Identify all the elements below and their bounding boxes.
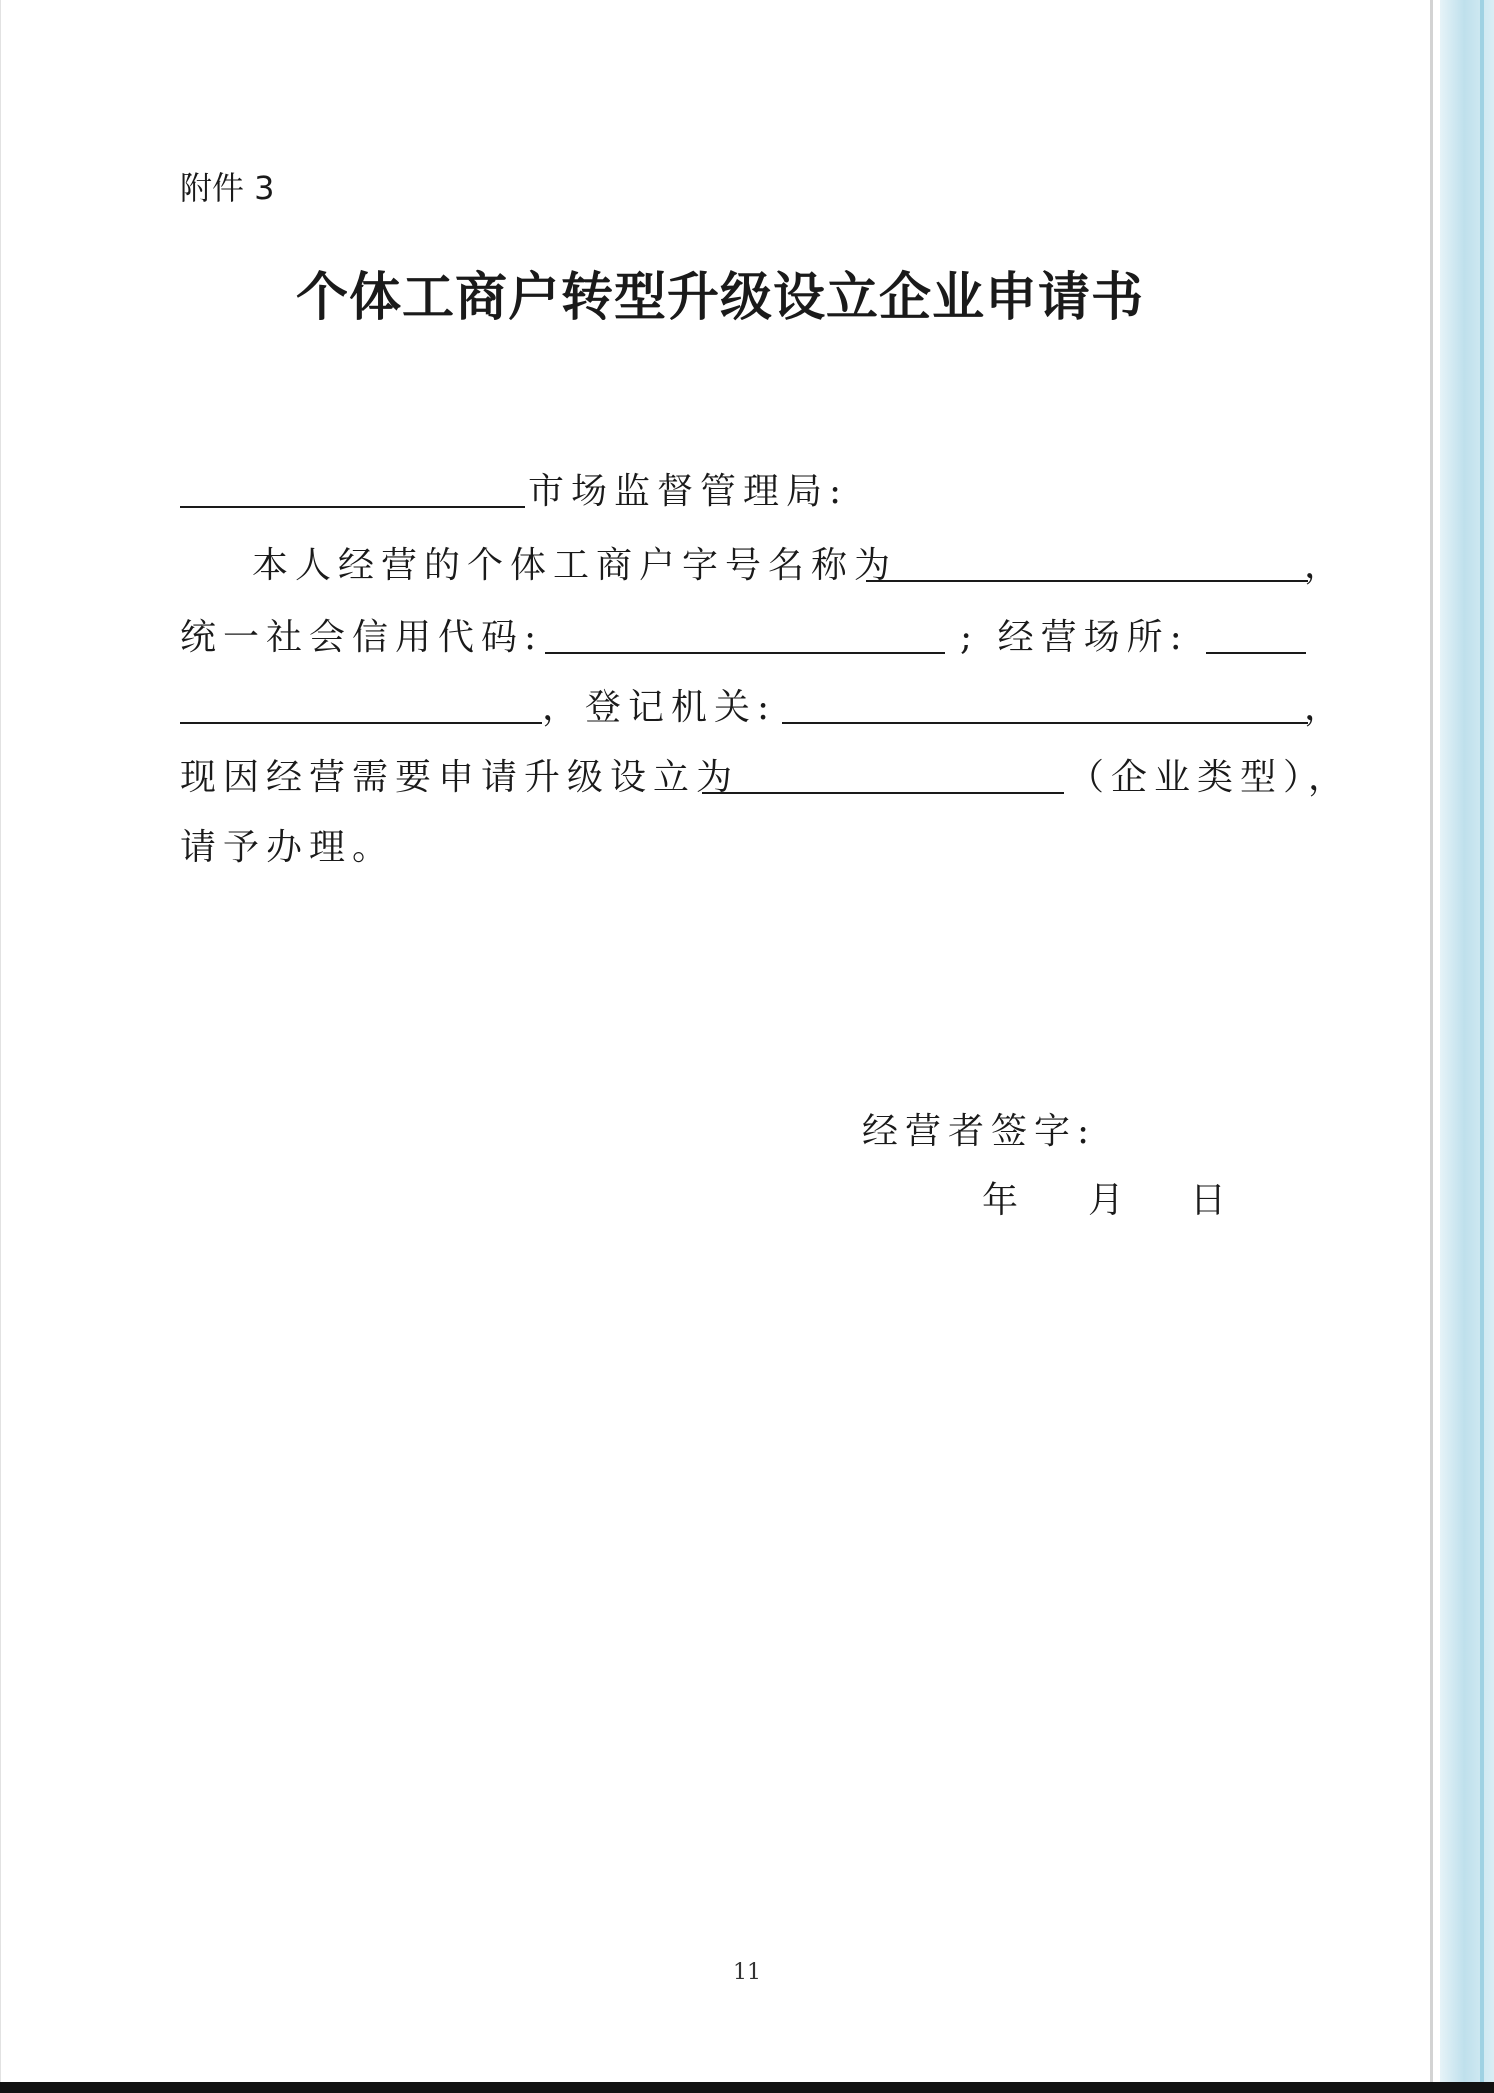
scan-edge-right-stripe (1480, 0, 1484, 2093)
page-title: 个体工商户转型升级设立企业申请书 (295, 267, 1144, 328)
addressee-label: 市场监督管理局: (528, 471, 849, 512)
business-name-label: 本人经营的个体工商户字号名称为 (252, 545, 898, 586)
date-year: 年 (982, 1180, 1026, 1221)
business-name-blank[interactable] (866, 580, 1308, 582)
page-number: 11 (733, 1960, 761, 1985)
enterprise-type-blank[interactable] (702, 792, 1064, 794)
credit-code-blank[interactable] (545, 652, 945, 654)
line3-comma: ， (1304, 687, 1348, 728)
upgrade-request-label: 现因经营需要申请升级设立为 (180, 757, 740, 798)
date-month: 月 (1088, 1180, 1132, 1221)
signature-label: 经营者签字: (862, 1111, 1097, 1152)
scan-edge-right-tint (1440, 0, 1494, 2093)
premises-blank-start[interactable] (1206, 652, 1306, 654)
scan-edge-bottom (0, 2082, 1494, 2093)
market-bureau-blank[interactable] (180, 506, 525, 508)
enterprise-type-label: （企业类型）， (1068, 757, 1352, 798)
registration-authority-blank[interactable] (782, 722, 1308, 724)
premises-label: ; 经营场所: (960, 617, 1189, 658)
closing-request: 请予办理。 (180, 827, 396, 868)
line1-comma: ， (1304, 545, 1348, 586)
registration-authority-label: ，登记机关: (542, 687, 777, 728)
premises-blank-continued[interactable] (180, 722, 542, 724)
credit-code-label: 统一社会信用代码: (180, 617, 544, 658)
date-day: 日 (1190, 1180, 1234, 1221)
attachment-label: 附件 3 (180, 169, 275, 207)
